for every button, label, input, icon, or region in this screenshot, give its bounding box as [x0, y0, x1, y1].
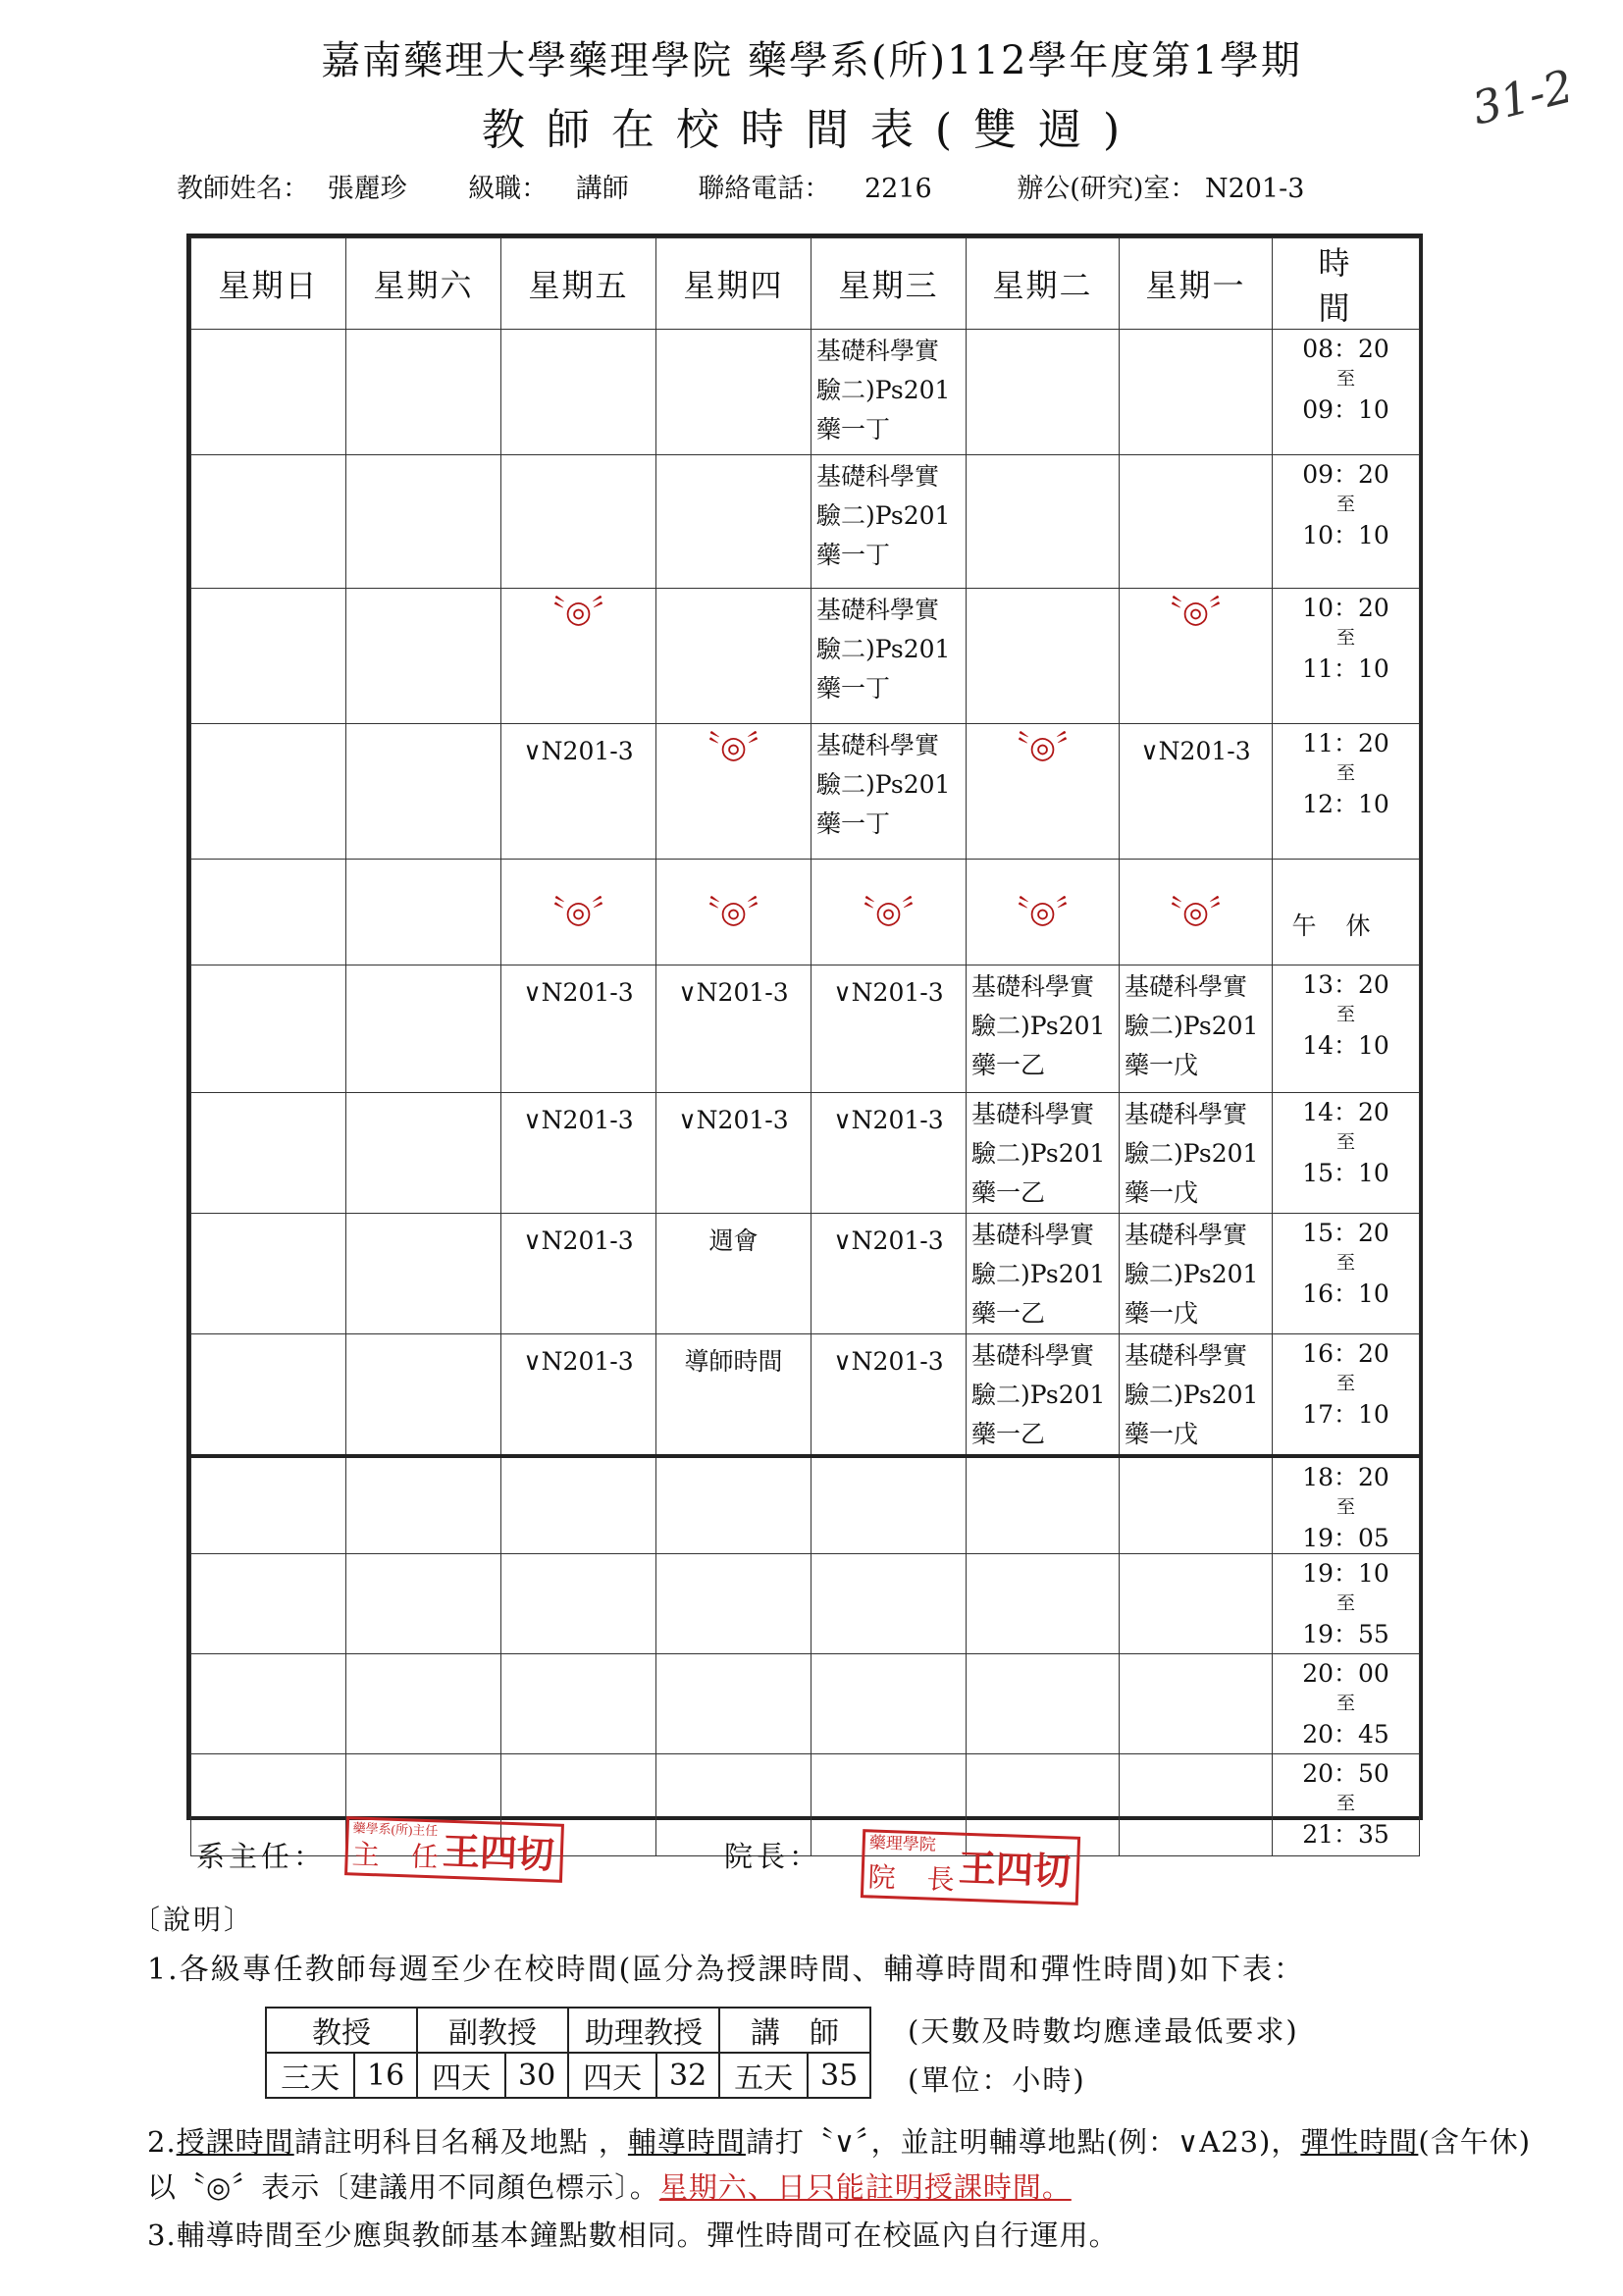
dean-stamp-title: 院 長	[867, 1862, 958, 1897]
course-cell: 基礎科學實 驗二)Ps201 藥一丁	[812, 589, 967, 724]
empty-cell-saturday	[346, 1093, 501, 1214]
flex-time-mark: 〝◎〞	[656, 724, 812, 860]
chair-stamp-title: 主 任	[351, 1840, 442, 1874]
chair-seal-stamp	[344, 1816, 564, 1883]
req-hours: 16	[354, 2053, 417, 2098]
note2-text-c: (含午休)以〝◎〞表示〔建議用不同顏色標示〕。	[147, 2125, 1532, 2204]
time-slot-end: 20：45	[1302, 1720, 1389, 1748]
time-slot	[1273, 1093, 1420, 1214]
tutoring-cell: ∨N201-3	[501, 724, 656, 860]
empty-cell-tuesday	[967, 1456, 1120, 1554]
tutoring-cell: ∨N201-3	[501, 1334, 656, 1457]
tutoring-cell: ∨N201-3	[501, 1093, 656, 1214]
requirements-note: (天數及時數均應達最低要求)	[908, 2014, 1299, 2048]
schedule-table	[190, 237, 1429, 1856]
time-slot-end: 11：10	[1302, 654, 1389, 683]
empty-cell-saturday	[346, 965, 501, 1093]
empty-cell-friday	[501, 1654, 656, 1754]
req-title-lecturer: 講 師	[719, 2008, 870, 2053]
empty-cell-sunday	[191, 965, 346, 1093]
time-slot	[1273, 1654, 1420, 1754]
empty-cell-friday	[501, 455, 656, 589]
empty-cell-thursday	[656, 455, 812, 589]
flex-time-mark: 〝◎〞	[967, 724, 1120, 860]
time-slot-start: 20：00	[1302, 1659, 1389, 1688]
empty-cell-tuesday	[967, 589, 1120, 724]
empty-cell-monday	[1120, 1654, 1273, 1754]
note2-tutoring-time: 輔導時間	[627, 2125, 746, 2159]
chair-stamp-name: 王四切	[442, 1831, 555, 1877]
time-slot-to: 至	[1335, 1131, 1355, 1153]
req-days: 五天	[719, 2053, 808, 2098]
time-slot-end: 09：10	[1302, 395, 1389, 424]
note2-num: 2.	[147, 2125, 177, 2159]
empty-cell-saturday	[346, 1554, 501, 1654]
empty-cell-wednesday	[812, 1554, 967, 1654]
course-cell: 基礎科學實 驗二)Ps201 藥一戊	[1120, 1334, 1273, 1457]
empty-cell-saturday	[346, 1214, 501, 1334]
dean-stamp-org: 藥理學院	[868, 1833, 937, 1854]
header-sunday: 星期日	[191, 238, 346, 330]
time-slot-start: 18：20	[1302, 1463, 1389, 1491]
header-wednesday: 星期三	[812, 238, 967, 330]
time-slot-to: 至	[1335, 762, 1355, 784]
tutoring-cell: ∨N201-3	[501, 1214, 656, 1334]
schedule-row	[191, 965, 1420, 1093]
note2-text-b: 請打〝∨〞，並註明輔導地點(例：∨A23)，	[745, 2125, 1301, 2159]
flex-time-mark: 〝◎〞	[1120, 860, 1273, 965]
document-title: 嘉南藥理大學藥理學院 藥學系(所)112學年度第1學期	[321, 38, 1302, 83]
dean-signature-label: 院長：	[724, 1840, 822, 1873]
time-slot-start: 20：50	[1302, 1759, 1389, 1788]
teacher-phone: 2216	[864, 174, 932, 204]
note-1: 1.各級專任教師每週至少在校時間(區分為授課時間、輔導時間和彈性時間)如下表：	[147, 1953, 1306, 1987]
office-label: 辦公(研究)室：	[1017, 174, 1197, 204]
time-slot	[1273, 1554, 1420, 1654]
time-slot-to: 至	[1335, 1592, 1355, 1614]
empty-cell-thursday	[656, 589, 812, 724]
tutoring-cell: ∨N201-3	[812, 1093, 967, 1214]
header-tuesday: 星期二	[967, 238, 1120, 330]
req-hours: 30	[505, 2053, 568, 2098]
empty-cell-saturday	[346, 1456, 501, 1554]
empty-cell-sunday	[191, 589, 346, 724]
time-slot	[1273, 1456, 1420, 1554]
time-slot-end: 17：10	[1302, 1400, 1389, 1429]
empty-cell-tuesday	[967, 1554, 1120, 1654]
time-slot-start: 10：20	[1302, 594, 1389, 622]
empty-cell-sunday	[191, 1093, 346, 1214]
teacher-info-line	[177, 167, 1304, 205]
empty-cell-saturday	[346, 860, 501, 965]
time-slot-to: 至	[1335, 627, 1355, 649]
empty-cell-saturday	[346, 330, 501, 455]
time-slot	[1273, 1334, 1420, 1457]
time-slot-end: 19：55	[1302, 1620, 1389, 1648]
time-slot-end: 19：05	[1302, 1524, 1389, 1552]
empty-cell-sunday	[191, 1554, 346, 1654]
tutoring-cell: ∨N201-3	[812, 1334, 967, 1457]
note2-text-a: 請註明科目名稱及地點 ，	[293, 2125, 628, 2159]
dean-seal-stamp	[861, 1829, 1080, 1905]
empty-cell-tuesday	[967, 1654, 1120, 1754]
time-slot-to: 至	[1335, 1004, 1355, 1025]
course-cell: 基礎科學實 驗二)Ps201 藥一戊	[1120, 1214, 1273, 1334]
empty-cell-wednesday	[812, 1654, 967, 1754]
requirements-value-row	[266, 2053, 870, 2098]
flex-time-mark: 〝◎〞	[1120, 589, 1273, 724]
empty-cell-friday	[501, 330, 656, 455]
empty-cell-friday	[501, 1456, 656, 1554]
empty-cell-saturday	[346, 455, 501, 589]
time-slot-start: 13：20	[1302, 970, 1389, 999]
req-hours: 32	[656, 2053, 719, 2098]
time-slot-start: 19：10	[1302, 1559, 1389, 1588]
schedule-row	[191, 1214, 1420, 1334]
empty-cell-saturday	[346, 1654, 501, 1754]
empty-cell-tuesday	[967, 455, 1120, 589]
time-slot	[1273, 330, 1420, 455]
schedule-row	[191, 1554, 1420, 1654]
time-slot	[1273, 724, 1420, 860]
time-slot-to: 至	[1335, 1793, 1355, 1814]
course-cell: 基礎科學實 驗二)Ps201 藥一丁	[812, 455, 967, 589]
event-cell: 週會	[656, 1214, 812, 1334]
note2-flex-time: 彈性時間	[1300, 2125, 1419, 2159]
course-cell: 基礎科學實 驗二)Ps201 藥一乙	[967, 1334, 1120, 1457]
course-cell: 基礎科學實 驗二)Ps201 藥一乙	[967, 1093, 1120, 1214]
header-thursday: 星期四	[656, 238, 812, 330]
req-title-professor: 教授	[266, 2008, 417, 2053]
schedule-header-row	[191, 238, 1420, 330]
time-slot-start: 16：20	[1302, 1339, 1389, 1368]
time-slot-to: 至	[1335, 1373, 1355, 1394]
time-slot	[1273, 1754, 1420, 1856]
requirements-table	[265, 2007, 871, 2099]
time-slot	[1273, 589, 1420, 724]
empty-cell-wednesday	[812, 1456, 967, 1554]
document-subtitle: 教師在校時間表(雙週)	[481, 105, 1142, 155]
schedule-row	[191, 724, 1420, 860]
time-slot-end: 16：10	[1302, 1279, 1389, 1308]
teacher-name: 張麗珍	[327, 174, 407, 204]
tutoring-cell: ∨N201-3	[656, 965, 812, 1093]
req-hours: 35	[808, 2053, 870, 2098]
tutoring-cell: ∨N201-3	[812, 965, 967, 1093]
empty-cell-sunday	[191, 860, 346, 965]
header-saturday: 星期六	[346, 238, 501, 330]
empty-cell-sunday	[191, 724, 346, 860]
course-cell: 基礎科學實 驗二)Ps201 藥一丁	[812, 330, 967, 455]
schedule-row	[191, 860, 1420, 965]
time-slot	[1273, 1214, 1420, 1334]
empty-cell-sunday	[191, 330, 346, 455]
empty-cell-sunday	[191, 1334, 346, 1457]
header-friday: 星期五	[501, 238, 656, 330]
empty-cell-friday	[501, 1554, 656, 1654]
lunch-break-label: 午休	[1273, 860, 1420, 965]
empty-cell-monday	[1120, 330, 1273, 455]
empty-cell-saturday	[346, 1334, 501, 1457]
schedule-row	[191, 1456, 1420, 1554]
course-cell: 基礎科學實 驗二)Ps201 藥一戊	[1120, 965, 1273, 1093]
rank-label: 級職：	[468, 174, 549, 204]
empty-cell-thursday	[656, 1554, 812, 1654]
schedule-row	[191, 1654, 1420, 1754]
empty-cell-saturday	[346, 589, 501, 724]
schedule-row	[191, 1334, 1420, 1457]
notes-heading: 〔說明〕	[132, 1904, 255, 1936]
requirements-title-row	[266, 2008, 870, 2053]
tutoring-cell: ∨N201-3	[1120, 724, 1273, 860]
chair-signature-label: 系主任：	[196, 1840, 327, 1873]
flex-time-mark: 〝◎〞	[501, 589, 656, 724]
time-slot	[1273, 965, 1420, 1093]
event-cell: 導師時間	[656, 1334, 812, 1457]
empty-cell-monday	[1120, 1554, 1273, 1654]
schedule-row	[191, 455, 1420, 589]
name-label: 教師姓名：	[177, 174, 309, 204]
schedule-row	[191, 589, 1420, 724]
course-cell: 基礎科學實 驗二)Ps201 藥一戊	[1120, 1093, 1273, 1214]
tutoring-cell: ∨N201-3	[656, 1093, 812, 1214]
empty-cell-sunday	[191, 1214, 346, 1334]
flex-time-mark: 〝◎〞	[812, 860, 967, 965]
requirements-unit: (單位：小時)	[908, 2063, 1086, 2097]
note2-teaching-time: 授課時間	[176, 2125, 294, 2159]
time-slot-end: 10：10	[1302, 521, 1389, 549]
schedule-row	[191, 330, 1420, 455]
empty-cell-sunday	[191, 455, 346, 589]
flex-time-mark: 〝◎〞	[656, 860, 812, 965]
tutoring-cell: ∨N201-3	[812, 1214, 967, 1334]
time-slot-to: 至	[1335, 368, 1355, 390]
empty-cell-sunday	[191, 1654, 346, 1754]
time-slot-end: 14：10	[1302, 1031, 1389, 1060]
req-days: 四天	[568, 2053, 656, 2098]
empty-cell-saturday	[346, 724, 501, 860]
schedule-row	[191, 1093, 1420, 1214]
note-2	[147, 2119, 1541, 2210]
empty-cell-thursday	[656, 1456, 812, 1554]
time-slot-end: 12：10	[1302, 790, 1389, 818]
time-slot-start: 08：20	[1302, 335, 1389, 363]
tutoring-cell: ∨N201-3	[501, 965, 656, 1093]
req-title-associate: 副教授	[417, 2008, 568, 2053]
note2-weekend-rule: 星期六、日只能註明授課時間。	[658, 2170, 1072, 2204]
teacher-office: N201-3	[1204, 174, 1305, 204]
time-slot-end: 15：10	[1302, 1159, 1389, 1187]
course-cell: 基礎科學實 驗二)Ps201 藥一乙	[967, 965, 1120, 1093]
schedule-body	[191, 330, 1420, 1856]
teacher-rank: 講師	[575, 174, 629, 204]
header-time: 時 間	[1273, 238, 1420, 330]
header-monday: 星期一	[1120, 238, 1273, 330]
time-slot-to: 至	[1335, 1252, 1355, 1274]
flex-time-mark: 〝◎〞	[501, 860, 656, 965]
course-cell: 基礎科學實 驗二)Ps201 藥一乙	[967, 1214, 1120, 1334]
chair-stamp-org: 藥學系(所)主任	[352, 1820, 439, 1839]
empty-cell-monday	[1120, 1754, 1273, 1856]
dean-stamp-name: 王四切	[958, 1848, 1072, 1894]
time-slot-start: 11：20	[1302, 729, 1389, 757]
req-days: 四天	[417, 2053, 505, 2098]
empty-cell-monday	[1120, 1456, 1273, 1554]
req-title-assistant: 助理教授	[568, 2008, 719, 2053]
note-3: 3.輔導時間至少應與教師基本鐘點數相同。彈性時間可在校區內自行運用。	[147, 2218, 1119, 2252]
phone-label: 聯絡電話：	[698, 174, 831, 204]
handwritten-note: 31-2	[1467, 59, 1579, 135]
time-slot-to: 至	[1335, 1496, 1355, 1518]
req-days: 三天	[266, 2053, 354, 2098]
empty-cell-sunday	[191, 1456, 346, 1554]
course-cell: 基礎科學實 驗二)Ps201 藥一丁	[812, 724, 967, 860]
time-slot-to: 至	[1335, 494, 1355, 515]
time-slot-to: 至	[1335, 1693, 1355, 1714]
time-slot-start: 09：20	[1302, 460, 1389, 489]
empty-cell-thursday	[656, 1654, 812, 1754]
empty-cell-tuesday	[967, 330, 1120, 455]
empty-cell-thursday	[656, 330, 812, 455]
time-slot	[1273, 455, 1420, 589]
empty-cell-monday	[1120, 455, 1273, 589]
time-slot-end: 21：35	[1302, 1820, 1389, 1849]
flex-time-mark: 〝◎〞	[967, 860, 1120, 965]
time-slot-start: 15：20	[1302, 1219, 1389, 1247]
time-slot-start: 14：20	[1302, 1098, 1389, 1126]
